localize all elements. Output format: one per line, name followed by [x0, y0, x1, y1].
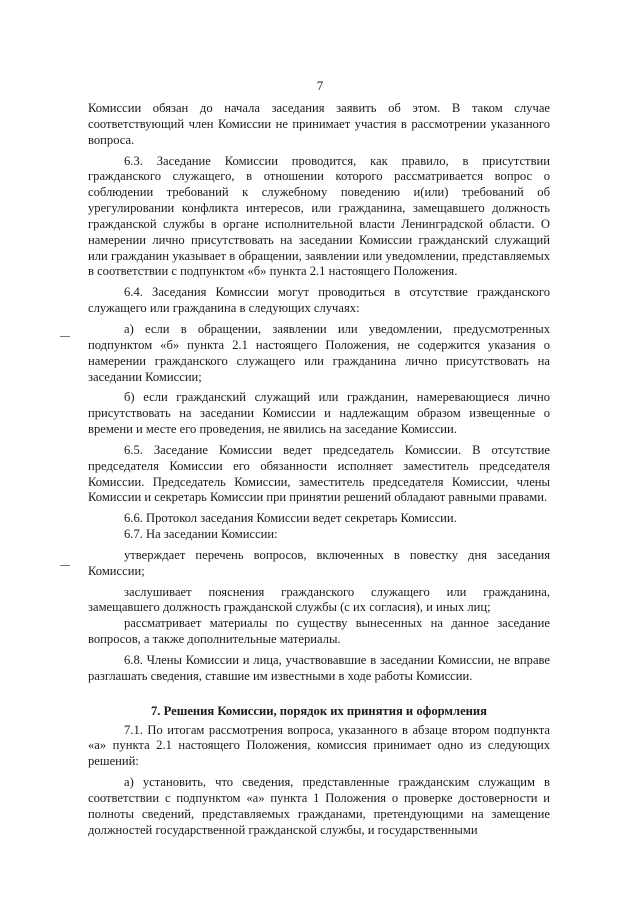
paragraph: 6.8. Члены Комиссии и лица, участвовавшие в заседании Комиссии, не вправе разглашать сведения, ставшие им известными в ходе работы Комиссии.	[88, 653, 550, 683]
paragraph: 6.7. На заседании Комиссии:	[124, 527, 278, 542]
paragraph: утверждает перечень вопросов, включенных в повестку дня заседания Комиссии;	[88, 547, 550, 578]
paragraph: 6.3. Заседание Комиссии проводится, как правило, в присутствии гражданского служащего, в отношении которого рассматривается вопрос о соблюдении требований к служебному поведению и(или) требований об урегулировании конфликта интересов, или гражданина, замещавшего должность гражданской службы в органе исполнительной власти Ленинградской области. О намерении лично присутствовать на заседании Комиссии гражданский служащий или гражданин указывает в обращении, заявлении или уведомлении, представляемых в соответствии с подпунктом «б» пункта 2.1 настоящего Положения.	[88, 153, 550, 279]
paragraph: 6.6. Протокол заседания Комиссии ведет секретарь Комиссии.	[124, 511, 457, 526]
paragraph: а) установить, что сведения, представленные гражданским служащим в соответствии с подпунктом «а» пункта 1 Положения о проверке достоверности и полноты сведений, представляемых гражданами, претендующими на замещение должностей государственной гражданской службы, и государственными	[88, 775, 550, 837]
section-heading: 7. Решения Комиссии, порядок их принятия и оформления	[150, 703, 487, 718]
margin-mark-1	[60, 336, 70, 337]
paragraph: рассматривает материалы по существу вынесенных на данное заседание вопросов, а также дополнительные материалы.	[88, 616, 550, 647]
document-body	[88, 101, 550, 838]
paragraph: 6.4. Заседания Комиссии могут проводиться в отсутствие гражданского служащего или гражданина в следующих случаях:	[88, 285, 550, 316]
paragraph: б) если гражданский служащий или гражданин, намеревающиеся лично присутствовать на заседании Комиссии и надлежащим образом извещенные о времени и месте его проведения, не явились на заседание Комиссии.	[88, 390, 550, 437]
page-number: 7	[316, 78, 324, 93]
paragraph: 7.1. По итогам рассмотрения вопроса, указанного в абзаце втором подпункта «а» пункта 2.1 настоящего Положения, комиссия принимает одно из следующих решений:	[88, 722, 550, 769]
paragraph: а) если в обращении, заявлении или уведомлении, предусмотренных подпунктом «б» пункта 2.1 настоящего Положения, не содержится указания о намерении гражданского служащего или гражданина лично присутствовать на заседании Комиссии;	[88, 321, 550, 384]
paragraph: Комиссии обязан до начала заседания заявить об этом. В таком случае соответствующий член Комиссии не принимает участия в рассмотрении указанного вопроса.	[88, 101, 550, 147]
margin-mark-2	[60, 565, 70, 566]
paragraph: заслушивает пояснения гражданского служащего или гражданина, замещавшего должность гражданской службы (с их согласия), и иных лиц;	[88, 584, 550, 615]
paragraph: 6.5. Заседание Комиссии ведет председатель Комиссии. В отсутствие председателя Комиссии его обязанности исполняет заместитель председателя Комиссии. Председатель Комиссии, заместитель председателя Комиссии, члены Комиссии и секретарь Комиссии при принятии решений обладают равными правами.	[88, 442, 550, 505]
